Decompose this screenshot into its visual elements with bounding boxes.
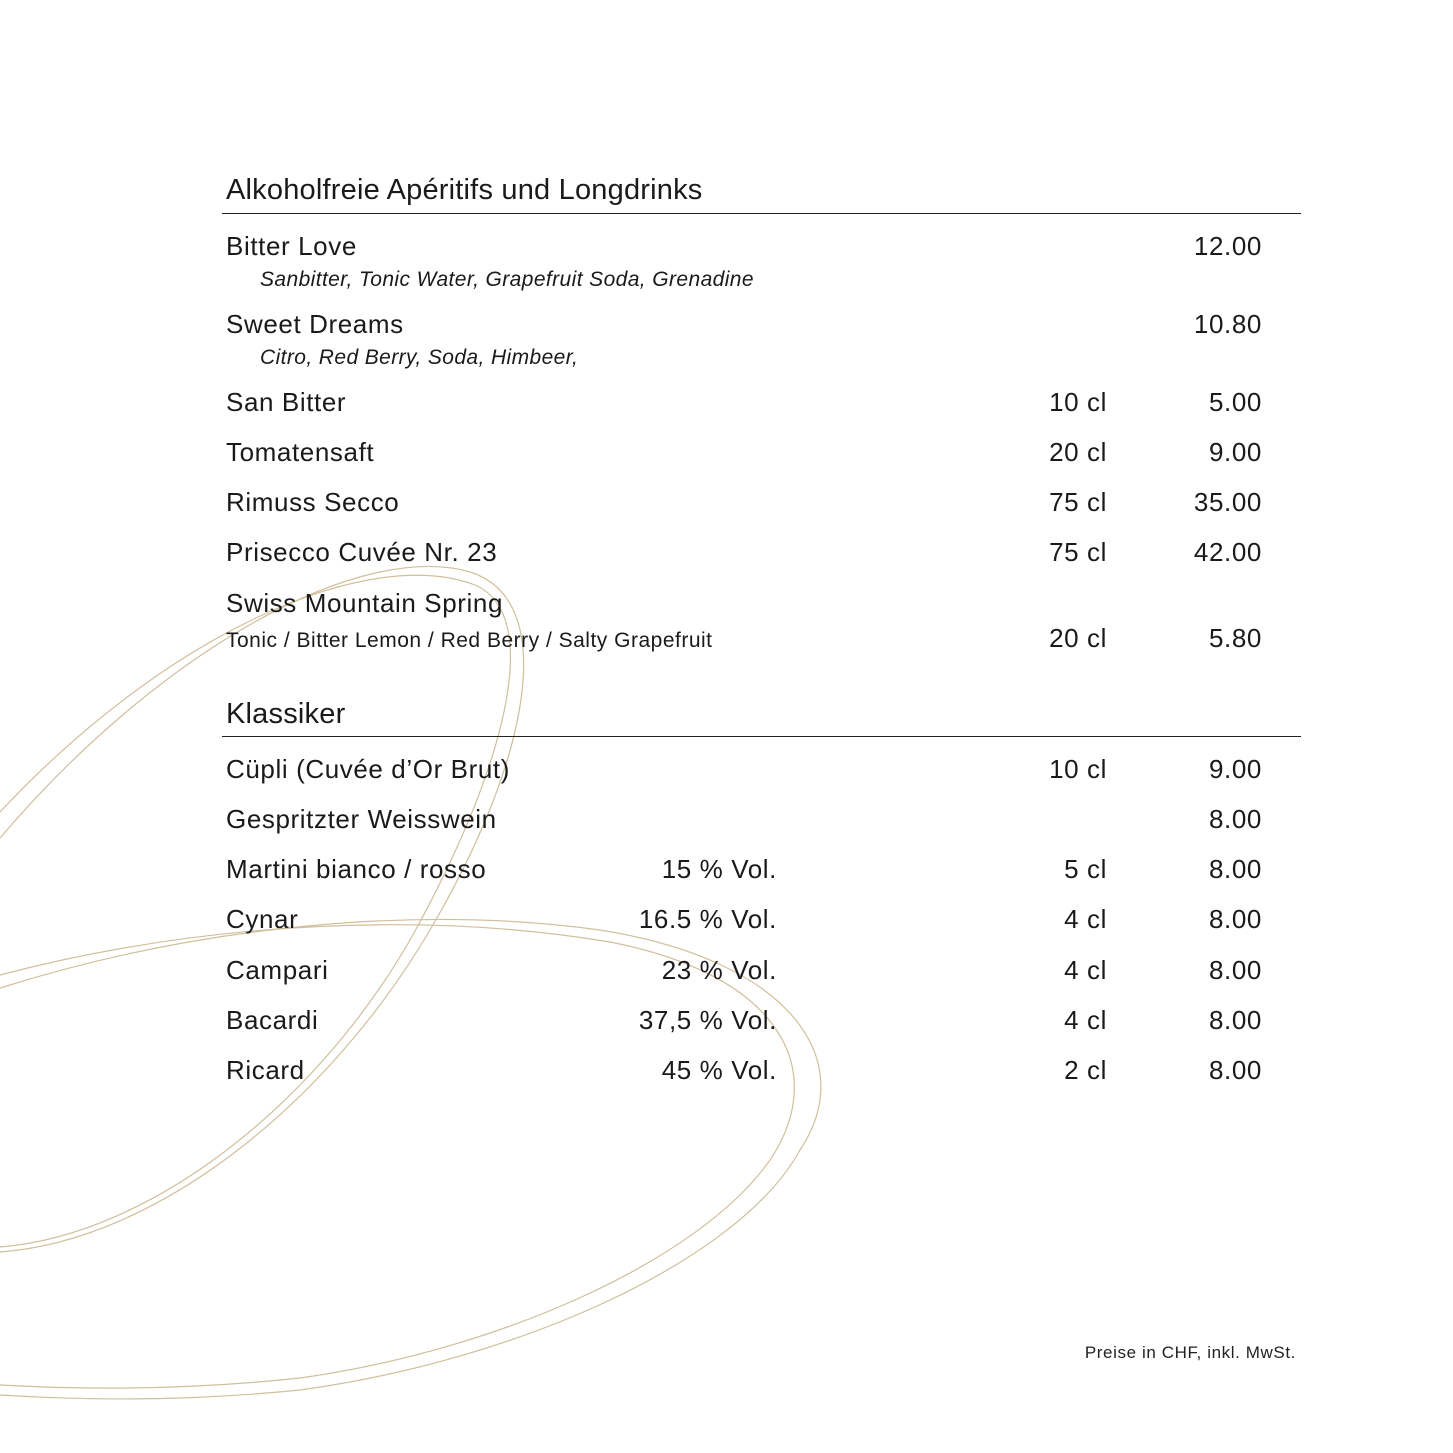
menu-item-volume: 10 cl xyxy=(1049,754,1107,784)
menu-item-name: Bitter Love xyxy=(226,231,357,261)
menu-item-abv: 15 % Vol. xyxy=(661,854,777,884)
menu-item-description: Citro, Red Berry, Soda, Himbeer, xyxy=(260,346,579,369)
menu-item-volume: 75 cl xyxy=(1049,487,1107,517)
menu-item-volume: 5 cl xyxy=(1064,854,1107,884)
menu-item-price: 12.00 xyxy=(1193,231,1262,261)
section-title-alkoholfreie: Alkoholfreie Apéritifs und Longdrinks xyxy=(226,174,703,206)
menu-item-volume: 4 cl xyxy=(1064,955,1107,985)
menu-item-price: 8.00 xyxy=(1208,904,1262,934)
menu-item-volume: 4 cl xyxy=(1064,904,1107,934)
menu-item-price: 35.00 xyxy=(1193,487,1262,517)
menu-item-name: Martini bianco / rosso xyxy=(226,854,487,884)
menu-item-variants: Tonic / Bitter Lemon / Red Berry / Salty Grapefruit xyxy=(226,629,713,652)
menu-item-name: Prisecco Cuvée Nr. 23 xyxy=(226,537,498,567)
menu-item-volume: 4 cl xyxy=(1064,1005,1107,1035)
menu-item-name: Swiss Mountain Spring xyxy=(226,588,504,618)
menu-item-name: Cynar xyxy=(226,904,299,934)
menu-item-volume: 10 cl xyxy=(1049,387,1107,417)
section-divider xyxy=(222,213,1301,214)
menu-item-price: 8.00 xyxy=(1208,854,1262,884)
menu-item-name: Ricard xyxy=(226,1055,305,1085)
menu-item-price: 10.80 xyxy=(1193,309,1262,339)
menu-item-price: 8.00 xyxy=(1208,955,1262,985)
menu-item-name: Bacardi xyxy=(226,1005,319,1035)
menu-item-volume: 20 cl xyxy=(1049,623,1107,653)
menu-item-name: Sweet Dreams xyxy=(226,309,404,339)
menu-item-name: Gespritzter Weisswein xyxy=(226,804,497,834)
menu-item-description: Sanbitter, Tonic Water, Grapefruit Soda, Grenadine xyxy=(260,268,754,291)
menu-item-price: 42.00 xyxy=(1193,537,1262,567)
menu-item-price: 9.00 xyxy=(1208,754,1262,784)
menu-item-abv: 16.5 % Vol. xyxy=(638,904,777,934)
menu-item-abv: 37,5 % Vol. xyxy=(638,1005,777,1035)
menu-item-price: 5.00 xyxy=(1208,387,1262,417)
menu-item-name: Rimuss Secco xyxy=(226,487,400,517)
menu-item-abv: 23 % Vol. xyxy=(661,955,777,985)
menu-item-volume: 75 cl xyxy=(1049,537,1107,567)
menu-item-name: Tomatensaft xyxy=(226,437,375,467)
menu-item-volume: 2 cl xyxy=(1064,1055,1107,1085)
section-divider xyxy=(222,736,1301,737)
menu-item-name: San Bitter xyxy=(226,387,347,417)
menu-item-price: 5.80 xyxy=(1208,623,1262,653)
menu-item-price: 8.00 xyxy=(1208,1005,1262,1035)
menu-item-price: 9.00 xyxy=(1208,437,1262,467)
menu-item-price: 8.00 xyxy=(1208,1055,1262,1085)
menu-item-name: Cüpli (Cuvée d’Or Brut) xyxy=(226,754,510,784)
menu-item-volume: 20 cl xyxy=(1049,437,1107,467)
menu-item-abv: 45 % Vol. xyxy=(661,1055,777,1085)
section-title-klassiker: Klassiker xyxy=(226,698,346,730)
menu-item-name: Campari xyxy=(226,955,329,985)
menu-item-price: 8.00 xyxy=(1208,804,1262,834)
price-footnote: Preise in CHF, inkl. MwSt. xyxy=(1084,1343,1296,1362)
